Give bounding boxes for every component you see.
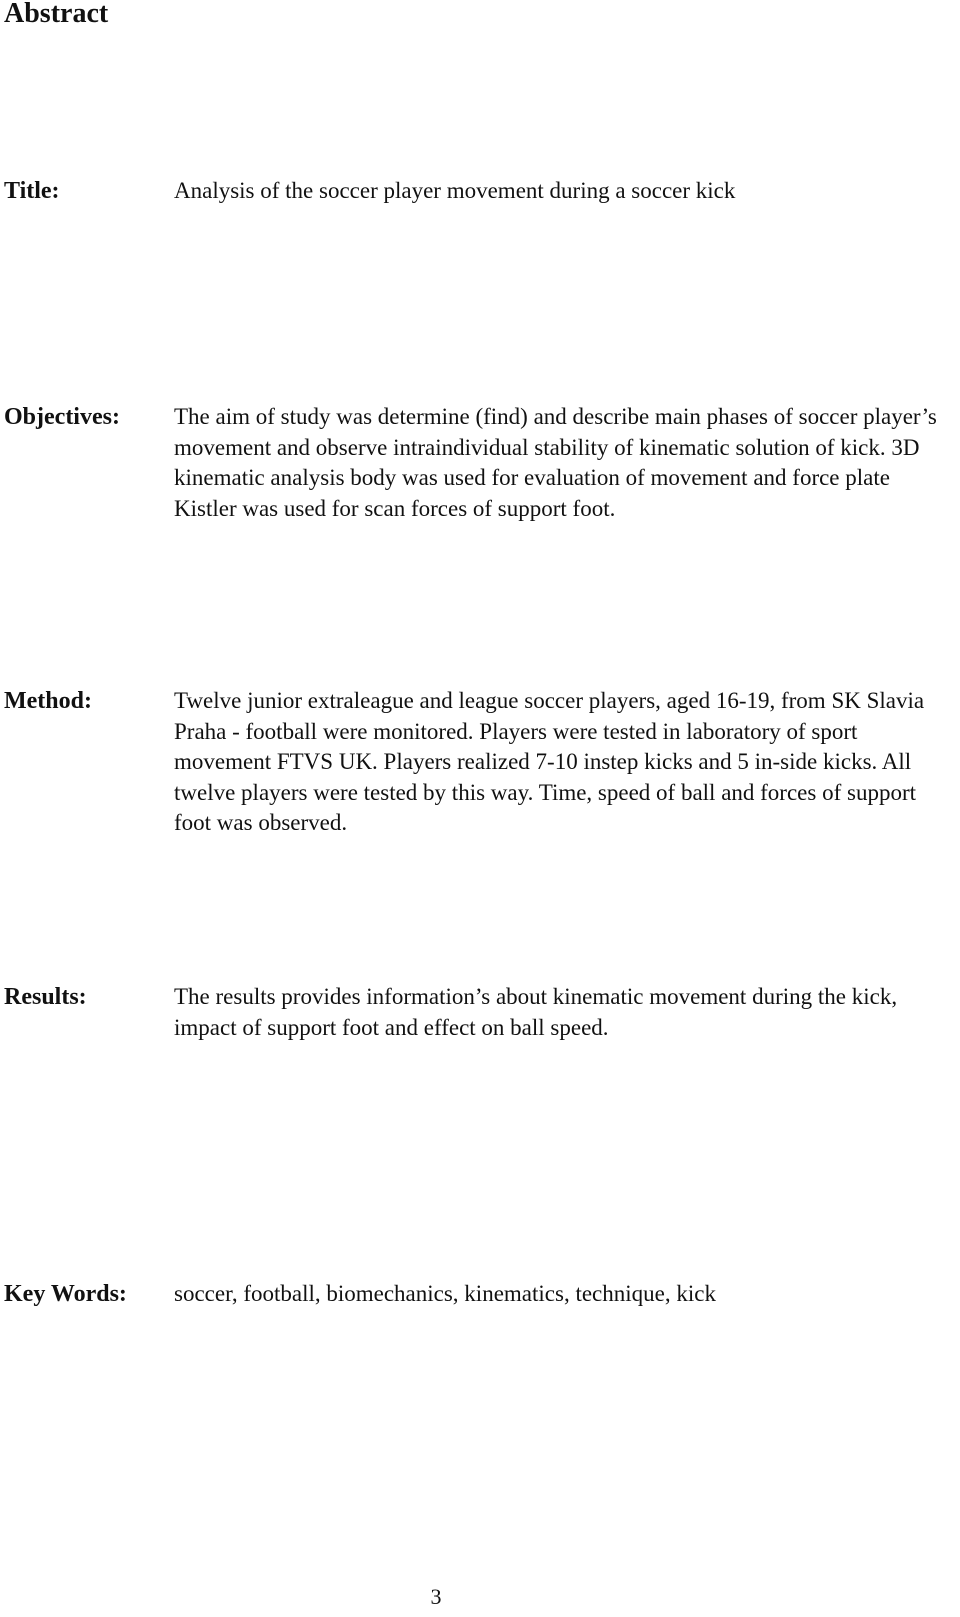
abstract-heading: Abstract bbox=[4, 0, 109, 29]
method-label: Method: bbox=[4, 688, 92, 714]
method-text: Twelve junior extraleague and league soccer players, aged 16-19, from SK Slavia Praha - football were monitored. Players were tested in laboratory of sport movement FTVS UK. Players realized 7-10 instep kicks and 5 in-side kicks. All twelve players were tested by this way. Time, speed of ball and forces of support foot was observed. bbox=[174, 688, 925, 835]
results-label: Results: bbox=[4, 984, 87, 1010]
objectives-label: Objectives: bbox=[4, 404, 120, 430]
title-text: Analysis of the soccer player movement during a soccer kick bbox=[174, 178, 736, 203]
page-number: 3 bbox=[430, 1584, 442, 1609]
results-text: The results provides information’s about kinematic movement during the kick, impact of support foot and effect on ball speed. bbox=[174, 984, 898, 1040]
keywords-text: soccer, football, biomechanics, kinematics, technique, kick bbox=[174, 1281, 716, 1306]
title-label: Title: bbox=[4, 178, 60, 204]
objectives-text: The aim of study was determine (find) and describe main phases of soccer player’s movement and observe intraindividual stability of kinematic solution of kick. 3D kinematic analysis body was used for evaluation of movement and force plate Kistler was used for scan forces of support foot. bbox=[174, 404, 937, 521]
keywords-label: Key Words: bbox=[4, 1281, 127, 1307]
